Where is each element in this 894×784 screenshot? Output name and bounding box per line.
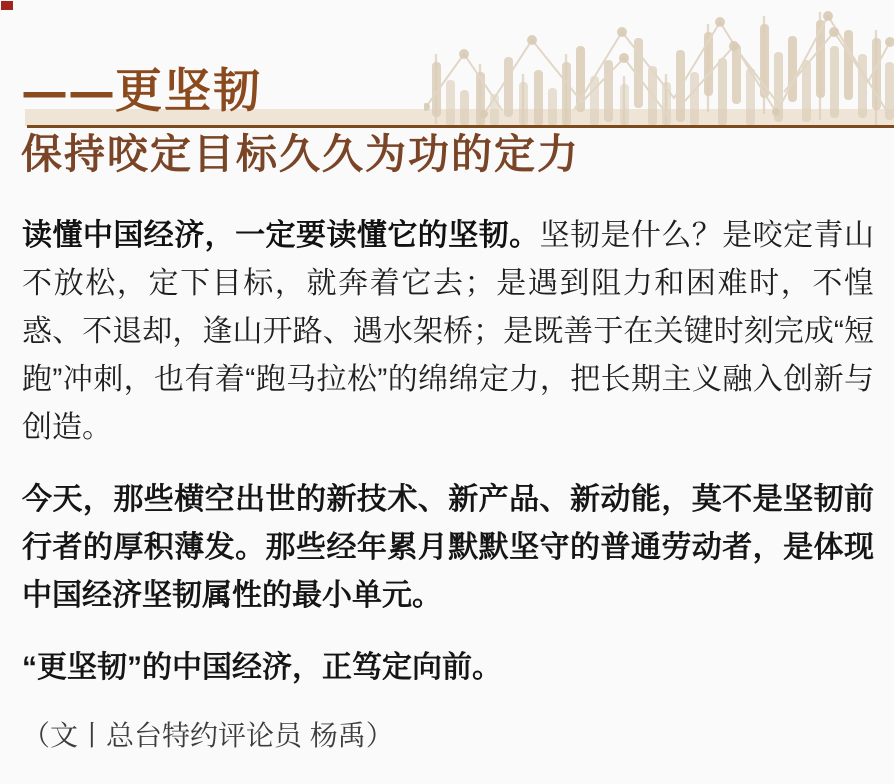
byline: （文丨总台特约评论员 杨禹） [22, 720, 394, 751]
paragraph-2: 今天，那些横空出世的新技术、新产品、新动能，莫不是坚韧前行者的厚积薄发。那些经年累月默默坚守的普通劳动者，是体现中国经济坚韧属性的最小单元。 [22, 483, 874, 612]
paragraph-1-rest: 坚韧是什么？是咬定青山不放松，定下目标，就奔着它去；是遇到阻力和困难时，不惶惑、不退却，逢山开路、遇水架桥；是既善于在关键时刻完成“短跑”冲刺，也有着“跑马拉松”的绵绵定力，把长期主义融入创新与创造。 [22, 219, 875, 444]
title-text: 更坚韧 [115, 64, 262, 119]
candlestick-chart-icon [424, 2, 894, 126]
page-title [21, 66, 262, 118]
paragraph-3: “更坚韧”的中国经济，正笃定向前。 [22, 651, 502, 684]
paragraph-1 [22, 212, 874, 452]
title-dash-prefix: —— [21, 64, 115, 119]
article-body [22, 212, 874, 784]
article-header [0, 0, 894, 190]
paragraph-1-lead: 读懂中国经济，一定要读懂它的坚韧。 [22, 219, 540, 252]
page-subtitle: 保持咬定目标久久为功的定力 [21, 130, 580, 178]
